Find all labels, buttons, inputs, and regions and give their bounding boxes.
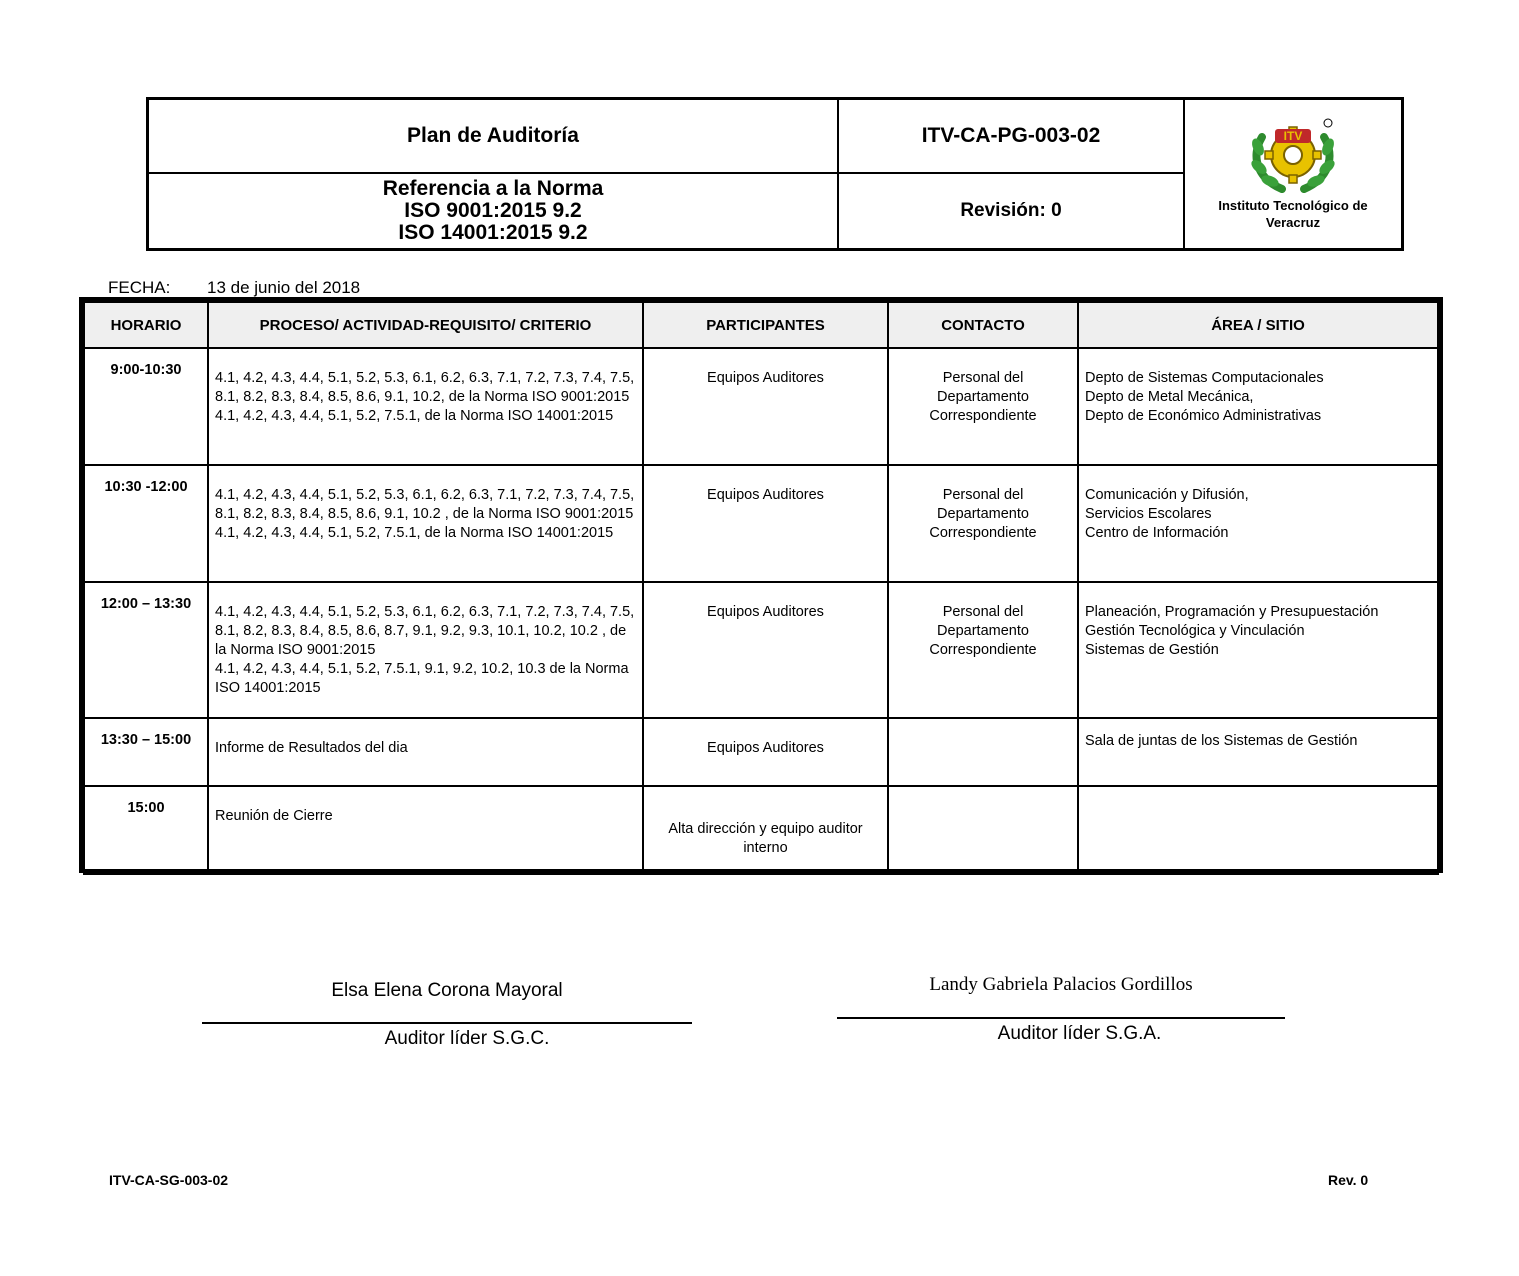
cell-contacto: Personal del Departamento Correspondiente	[888, 465, 1078, 582]
institution-name: Instituto Tecnológico de Veracruz	[1218, 198, 1368, 230]
norm-reference-line: Referencia a la Norma	[382, 177, 604, 200]
cell-area	[1078, 786, 1438, 874]
table-row	[84, 465, 1438, 582]
cell-horario: 15:00	[84, 786, 208, 874]
column-header-horario: HORARIO	[84, 302, 208, 348]
cell-area: Comunicación y Difusión, Servicios Escolares Centro de Información	[1078, 465, 1438, 582]
cell-area: Planeación, Programación y Presupuestación Gestión Tecnológica y Vinculación Sistemas de Gestión	[1078, 582, 1438, 718]
date-value: 13 de junio del 2018	[207, 278, 361, 297]
cell-horario: 9:00-10:30	[84, 348, 208, 465]
audit-schedule-table	[79, 297, 1443, 873]
column-header-area: ÁREA / SITIO	[1078, 302, 1438, 348]
institution-logo-cell	[1185, 100, 1401, 248]
column-header-contacto: CONTACTO	[888, 302, 1078, 348]
cell-participantes: Equipos Auditores	[643, 718, 888, 786]
cell-proceso: 4.1, 4.2, 4.3, 4.4, 5.1, 5.2, 5.3, 6.1, 6.2, 6.3, 7.1, 7.2, 7.3, 7.4, 7.5, 8.1, 8.2, 8.3, 8.4, 8.5, 8.6, 9.1, 10.2 , de la Norma ISO 9001:2015 4.1, 4.2, 4.3, 4.4, 5.1, 5.2, 7.5.1, de la Norma ISO 14001:2015	[208, 465, 643, 582]
document-title: Plan de Auditoría	[149, 100, 839, 174]
cell-proceso: 4.1, 4.2, 4.3, 4.4, 5.1, 5.2, 5.3, 6.1, 6.2, 6.3, 7.1, 7.2, 7.3, 7.4, 7.5, 8.1, 8.2, 8.3, 8.4, 8.5, 8.6, 8.7, 9.1, 9.2, 9.3, 10.1, 10.2, 10.2 , de la Norma ISO 9001:2015 4.1, 4.2, 4.3, 4.4, 5.1, 5.2, 7.5.1, 9.1, 9.2, 10.2, 10.3 de la Norma ISO 14001:2015	[208, 582, 643, 718]
cell-contacto: Personal del Departamento Correspondiente	[888, 582, 1078, 718]
table-header-row	[84, 302, 1438, 348]
cell-horario: 13:30 – 15:00	[84, 718, 208, 786]
column-header-participantes: PARTICIPANTES	[643, 302, 888, 348]
cell-participantes: Equipos Auditores	[643, 465, 888, 582]
table-row	[84, 582, 1438, 718]
norm-reference-line: ISO 9001:2015 9.2	[404, 199, 582, 222]
footer-document-code: ITV-CA-SG-003-02	[109, 1172, 229, 1188]
cell-proceso: Informe de Resultados del dia	[208, 718, 643, 786]
cell-horario: 10:30 -12:00	[84, 465, 208, 582]
document-code: ITV-CA-PG-003-02	[839, 100, 1185, 174]
cell-horario: 12:00 – 13:30	[84, 582, 208, 718]
signature-line	[202, 1022, 692, 1024]
signature-line	[837, 1017, 1285, 1019]
logo-text: ITV	[1283, 129, 1303, 143]
cell-participantes: Equipos Auditores	[643, 582, 888, 718]
cell-proceso: 4.1, 4.2, 4.3, 4.4, 5.1, 5.2, 5.3, 6.1, 6.2, 6.3, 7.1, 7.2, 7.3, 7.4, 7.5, 8.1, 8.2, 8.3, 8.4, 8.5, 8.6, 9.1, 10.2, de la Norma ISO 9001:2015 4.1, 4.2, 4.3, 4.4, 5.1, 5.2, 7.5.1, de la Norma ISO 14001:2015	[208, 348, 643, 465]
cell-area: Depto de Sistemas Computacionales Depto de Metal Mecánica, Depto de Económico Administrativas	[1078, 348, 1438, 465]
cell-proceso: Reunión de Cierre	[208, 786, 643, 874]
signature-role-sga: Auditor líder S.G.A.	[997, 1023, 1162, 1044]
norm-reference	[149, 174, 839, 248]
revision-label: Revisión: 0	[839, 174, 1185, 248]
cell-contacto: Personal del Departamento Correspondiente	[888, 348, 1078, 465]
footer-revision: Rev. 0	[1328, 1172, 1369, 1188]
date-label: FECHA:	[108, 278, 171, 297]
cell-area: Sala de juntas de los Sistemas de Gestión	[1078, 718, 1438, 786]
signature-role-sgc: Auditor líder S.G.C.	[384, 1028, 550, 1049]
signature-name-sgc: Elsa Elena Corona Mayoral	[331, 980, 563, 1001]
cell-participantes: Alta dirección y equipo auditor interno	[643, 786, 888, 874]
table-row	[84, 348, 1438, 465]
norm-reference-line: ISO 14001:2015 9.2	[398, 221, 588, 244]
table-row	[84, 718, 1438, 786]
cell-contacto	[888, 718, 1078, 786]
cell-participantes: Equipos Auditores	[643, 348, 888, 465]
cell-contacto	[888, 786, 1078, 874]
table-row	[84, 786, 1438, 874]
document-header	[146, 97, 1404, 251]
column-header-proceso: PROCESO/ ACTIVIDAD-REQUISITO/ CRITERIO	[208, 302, 643, 348]
itv-logo-icon	[1248, 117, 1338, 195]
signature-name-sga: Landy Gabriela Palacios Gordillos	[929, 974, 1193, 995]
